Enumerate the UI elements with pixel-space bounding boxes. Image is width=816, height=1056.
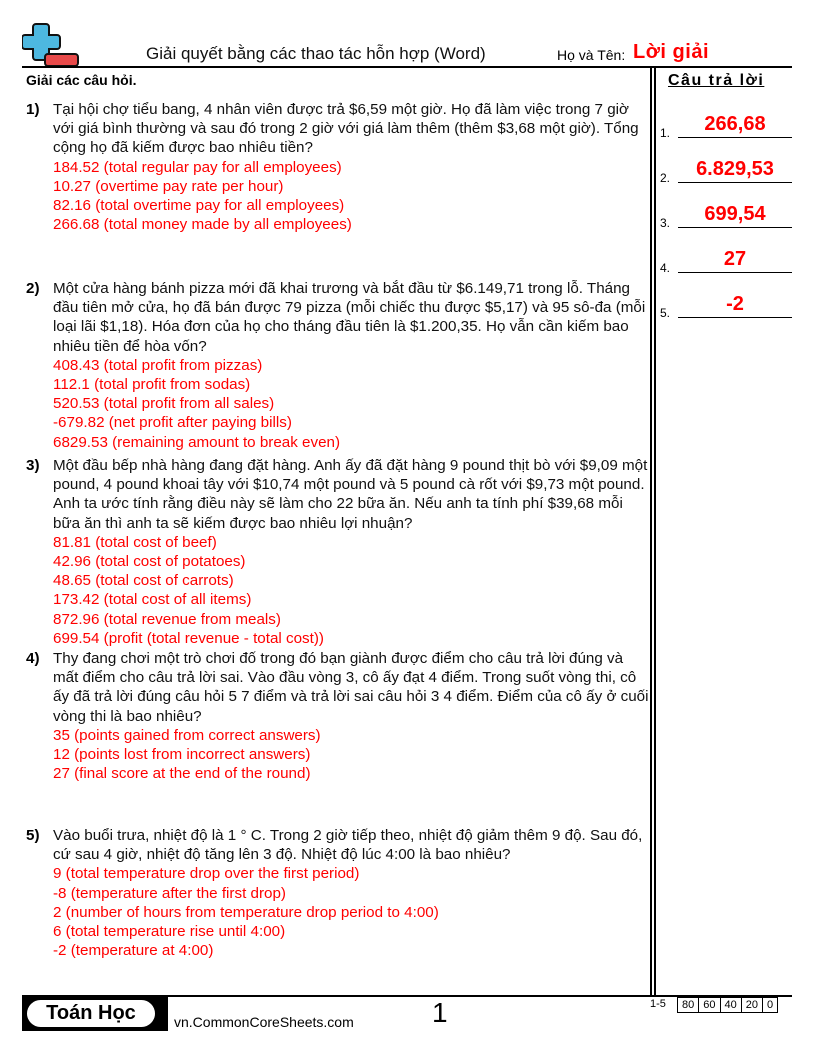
answers-header: Câu trả lời: [668, 72, 765, 89]
answer-value: -2: [726, 293, 744, 315]
solution-step: 35 (points gained from correct answers): [53, 726, 321, 744]
score-cell: 0: [763, 998, 778, 1013]
answer-line: [678, 227, 792, 229]
brand-badge: [22, 997, 168, 1031]
column-divider: [650, 68, 652, 996]
answer-number: 3.: [660, 216, 671, 230]
score-cell: 40: [720, 998, 741, 1013]
solution-step: 42.96 (total cost of potatoes): [53, 553, 246, 571]
column-divider-inner: [654, 68, 656, 996]
answer-1: [660, 110, 795, 140]
worksheet-title: Giải quyết bằng các thao tác hỗn hợp (Word): [146, 44, 486, 63]
solution-step: 408.43 (total profit from pizzas): [53, 356, 263, 374]
question-5: [26, 826, 650, 960]
question-number: 4): [26, 650, 40, 667]
question-number: 2): [26, 280, 40, 297]
answer-value: 266,68: [704, 113, 766, 135]
question-number: 1): [26, 101, 40, 118]
answer-line: [678, 137, 792, 139]
answer-value: 6.829,53: [696, 158, 774, 180]
question-4: [26, 649, 650, 783]
score-cell: 20: [741, 998, 762, 1013]
answer-line: [678, 317, 792, 319]
name-label: Họ và Tên:: [557, 47, 626, 63]
site-link[interactable]: vn.CommonCoreSheets.com: [174, 1014, 354, 1030]
solution-step: 2 (number of hours from temperature drop period to 4:00): [53, 903, 439, 921]
question-2: [26, 279, 650, 452]
answer-3: [660, 200, 795, 230]
answer-number: 2.: [660, 171, 671, 185]
solution-step: -8 (temperature after the first drop): [53, 884, 286, 902]
solution-step: 184.52 (total regular pay for all employees): [53, 158, 342, 176]
question-3: [26, 456, 650, 648]
solution-step: 82.16 (total overtime pay for all employees): [53, 197, 345, 215]
solution-step: 10.27 (overtime pay rate per hour): [53, 177, 284, 195]
solution-step: 520.53 (total profit from all sales): [53, 395, 275, 413]
solution-step: 6 (total temperature rise until 4:00): [53, 923, 286, 941]
answer-number: 1.: [660, 126, 671, 140]
answer-value: 27: [723, 248, 747, 270]
score-range-label: 1-5: [650, 998, 666, 1010]
solution-step: 48.65 (total cost of carrots): [53, 572, 234, 590]
solution-step: 112.1 (total profit from sodas): [53, 376, 251, 394]
question-1: [26, 100, 650, 234]
score-table: [677, 997, 778, 1013]
brand-label: Toán Học: [27, 1000, 155, 1027]
question-text: Tại hội chợ tiểu bang, 4 nhân viên được trả $6,59 một giờ. Họ đã làm việc trong 7 giờ với giá bình thường và sau đó trong 2 giờ với giá làm thêm (thêm $3,68 một giờ). Tổng cộng họ đã kiếm được bao nhiêu tiền?: [53, 101, 639, 157]
answer-4: [660, 245, 795, 275]
question-text: Vào buổi trưa, nhiệt độ là 1 ° C. Trong 2 giờ tiếp theo, nhiệt độ giảm thêm 9 độ. Sau đó, cứ sau 4 giờ, nhiệt độ tăng lên 3 độ. Nhiệt độ lúc 4:00 là bao nhiêu?: [53, 827, 643, 864]
solution-step: 81.81 (total cost of beef): [53, 533, 217, 551]
score-cell: 60: [699, 998, 720, 1013]
question-number: 3): [26, 457, 40, 474]
solution-step: 266.68 (total money made by all employees): [53, 216, 352, 234]
instructions: Giải các câu hỏi.: [26, 72, 137, 88]
answer-2: [660, 155, 795, 185]
answer-value: 699,54: [704, 203, 766, 225]
question-text: Một đầu bếp nhà hàng đang đặt hàng. Anh ấy đã đặt hàng 9 pound thịt bò với $9,09 một pound, 4 pound khoai tây với $10,74 một pound và 5 pound cà rốt với $9,73 một pound. Anh ta ước tính rằng điều này sẽ làm cho 22 bữa ăn. Nếu anh ta tính phí $39,68 mỗi bữa ăn thì anh ta sẽ kiếm được bao nhiêu lợi nhuận?: [53, 457, 648, 532]
plus-minus-logo-icon: [22, 22, 80, 68]
answer-number: 4.: [660, 261, 671, 275]
solution-step: -679.82 (net profit after paying bills): [53, 414, 292, 432]
solution-step: 699.54 (profit (total revenue - total cost)): [53, 629, 324, 647]
question-text: Một cửa hàng bánh pizza mới đã khai trương và bắt đầu từ $6.149,71 trong lỗ. Tháng đầu tiên mở cửa, họ đã bán được 79 pizza (mỗi chiếc thu được $5,17) và 95 sô-đa (mỗi loại lãi $1,18). Hóa đơn của họ cho tháng đầu tiên là $1.200,35. Họ vẫn cần kiếm bao nhiêu tiền để hòa vốn?: [53, 280, 646, 355]
solution-step: 12 (points lost from incorrect answers): [53, 746, 311, 764]
page-number: 1: [432, 997, 448, 1028]
answer-number: 5.: [660, 306, 671, 320]
solution-step: 9 (total temperature drop over the first period): [53, 865, 360, 883]
solution-step: 173.42 (total cost of all items): [53, 591, 252, 609]
answer-5: [660, 290, 795, 320]
solution-step: 872.96 (total revenue from meals): [53, 610, 281, 628]
header-divider: [22, 66, 792, 68]
question-number: 5): [26, 827, 40, 844]
solution-step: 6829.53 (remaining amount to break even): [53, 433, 341, 451]
answer-line: [678, 182, 792, 184]
solution-step: 27 (final score at the end of the round): [53, 765, 311, 783]
solution-step: -2 (temperature at 4:00): [53, 942, 214, 960]
score-cell: 80: [678, 998, 699, 1013]
name-value: Lời giải: [633, 41, 710, 63]
question-text: Thy đang chơi một trò chơi đố trong đó bạn giành được điểm cho câu trả lời đúng và mất điểm cho câu trả lời sai. Vào đầu vòng 3, cô ấy đạt 4 điểm. Trong suốt vòng thi, cô ấy đã trả lời đúng câu hỏi 5 7 điểm và trả lời sai câu hỏi 3 4 điểm. Điểm của cô ấy ở cuối vòng thi là bao nhiêu?: [53, 650, 649, 725]
answer-line: [678, 272, 792, 274]
